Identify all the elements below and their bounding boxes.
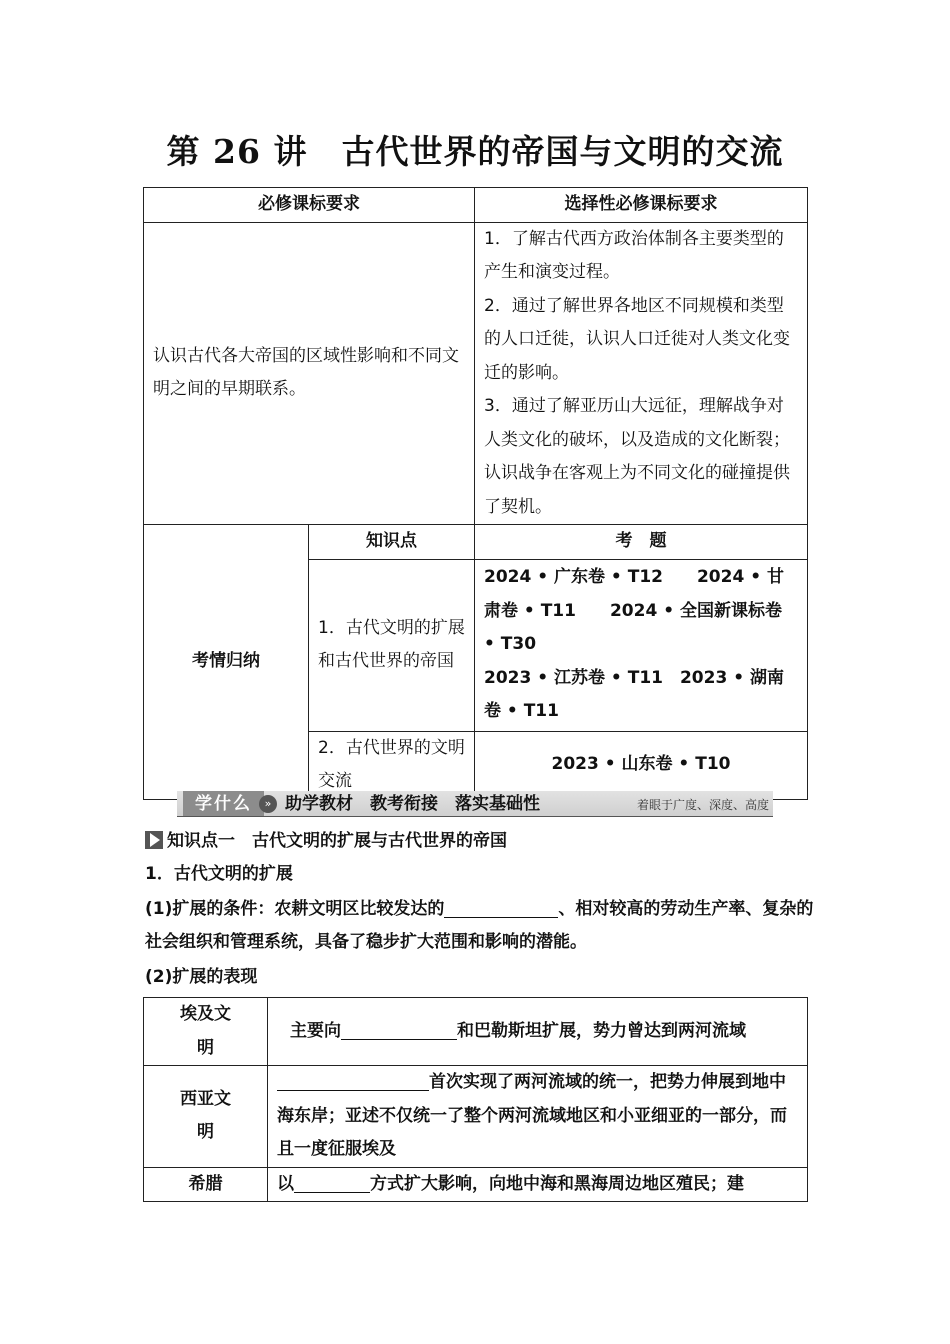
required-text: 认识古代各大帝国的区域性影响和不同文明之间的早期联系。	[144, 222, 475, 525]
chevron-right-icon: »	[259, 795, 277, 813]
exam-list-2: 2023 • 山东卷 • T10	[475, 731, 808, 799]
play-triangle-icon	[145, 831, 163, 849]
row-content-west-asia: 首次实现了两河流域的统一，把势力伸展到地中海东岸；亚述不仅统一了整个两河流域地区和小亚细亚的一部分，而且一度征服埃及	[268, 1066, 808, 1168]
exam-line: 2024 • 广东卷 • T12 2024 • 甘肃卷 • T11 2024 • 全国新课标卷 • T30	[484, 567, 784, 655]
exam-list-1	[475, 559, 808, 731]
exam-header: 考 题	[475, 525, 808, 560]
kp-1: 1．古代文明的扩展和古代世界的帝国	[309, 559, 475, 731]
row-label-egypt: 埃及文明	[144, 998, 268, 1066]
expansion-table	[143, 997, 808, 1202]
knowledge-point-title: 知识点一 古代文明的扩展与古代世界的帝国	[145, 825, 507, 857]
elective-item-3: 3．通过了解亚历山大远征，理解战争对人类文化的破坏，以及造成的文化断裂；认识战争在客观上为不同文化的碰撞提供了契机。	[484, 396, 790, 517]
curriculum-table	[143, 187, 808, 800]
paragraph-conditions: (1)扩展的条件：农耕文明区比较发达的 、相对较高的劳动生产率、复杂的社会组织和管理系统，具备了稳步扩大范围和影响的潜能。	[145, 899, 814, 952]
section-banner	[177, 791, 773, 817]
elective-item-1: 1．了解古代西方政治体制各主要类型的产生和演变过程。	[484, 228, 784, 282]
elective-cell	[475, 222, 808, 525]
answer-blank[interactable]	[277, 1070, 429, 1091]
row-label-greece: 希腊	[144, 1167, 268, 1202]
page-title: 第 26 讲 古代世界的帝国与文明的交流	[166, 132, 784, 171]
exam-summary-label: 考情归纳	[144, 525, 309, 800]
answer-blank[interactable]	[341, 1019, 457, 1040]
banner-subtitle: 着眼于广度、深度、高度	[636, 798, 769, 812]
paragraph-expansion-label: (2)扩展的表现	[145, 967, 258, 987]
row-label-west-asia: 西亚文明	[144, 1066, 268, 1168]
elective-header: 选择性必修课标要求	[475, 188, 808, 223]
answer-blank[interactable]	[294, 1172, 370, 1193]
exam-line: 2023 • 江苏卷 • T11 2023 • 湖南卷 • T11	[484, 667, 784, 722]
banner-tag: 学什么	[183, 791, 264, 817]
subsection-title: 1．古代文明的扩展	[145, 864, 293, 884]
elective-item-2: 2．通过了解世界各地区不同规模和类型的人口迁徙，认识人口迁徙对人类文化变迁的影响。	[484, 295, 790, 383]
answer-blank[interactable]	[444, 897, 558, 918]
kp-2: 2．古代世界的文明交流	[309, 731, 475, 799]
row-content-greece: 以 方式扩大影响，向地中海和黑海周边地区殖民；建	[268, 1167, 808, 1202]
row-content-egypt: 主要向 和巴勒斯坦扩展，势力曾达到两河流域	[268, 998, 808, 1066]
banner-text: 助学教材 教考衔接 落实基础性	[285, 794, 540, 814]
kp-header: 知识点	[309, 525, 475, 560]
required-header: 必修课标要求	[144, 188, 475, 223]
